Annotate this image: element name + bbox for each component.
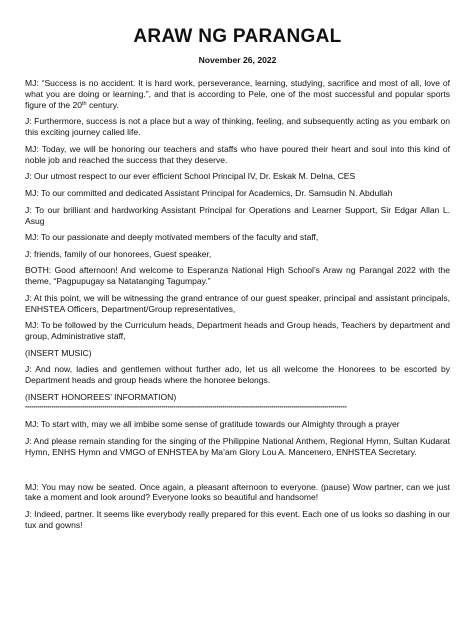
paragraph: MJ: To be followed by the Curriculum heads, Department heads and Group heads, Teachers by department and group, Administrative staff,	[25, 320, 450, 342]
section-gap	[25, 464, 450, 482]
asterisk-divider: **************************************************************************************************************************************************************	[25, 406, 347, 413]
paragraph: J: friends, family of our honorees, Guest speaker,	[25, 248, 212, 259]
paragraph: J: Indeed, partner. It seems like everybody really prepared for this event. Each one of us looks so dashing in our tux and gowns!	[25, 509, 450, 530]
paragraph: (INSERT MUSIC)	[25, 347, 92, 358]
paragraph	[25, 78, 450, 111]
paragraph: J: And now, ladies and gentlemen without further ado, let us all welcome the Honorees to be escorted by Department heads and group heads where the honoree belongs.	[25, 364, 450, 386]
paragraph: BOTH: Good afternoon! And welcome to Esperanza National High School’s Araw ng Parangal 2022 with the theme, “Pagpupugay sa Natatanging Tagumpay.”	[25, 265, 450, 287]
paragraph: MJ: To our passionate and deeply motivated members of the faculty and staff,	[25, 232, 319, 243]
paragraph: MJ: To our committed and dedicated Assistant Principal for Academics, Dr. Samsudin N. Abdullah	[25, 188, 393, 198]
paragraph: J: At this point, we will be witnessing the grand entrance of our guest speaker, principal and assistant principals, ENHSTEA Officers, Department/Group representatives,	[25, 292, 450, 314]
paragraph: J: And please remain standing for the singing of the Philippine National Anthem, Regional Hymn, Sultan Kudarat Hymn, ENHS Hymn and VMGO of ENHSTEA by Ma’am Glory Lou A. Mancenero, ENHSTEA Secretary.	[25, 436, 450, 457]
document-date: November 26, 2022	[198, 55, 277, 65]
paragraph: J: Our utmost respect to our ever efficient School Principal IV, Dr. Eskak M. Delna, CES	[25, 171, 356, 182]
document-title: ARAW NG PARANGAL	[133, 26, 342, 47]
paragraph: MJ: You may now be seated. Once again, a pleasant afternoon to everyone. (pause) Wow partner, can we just take a moment and look around? Everyone looks so beautiful and handsome!	[25, 481, 450, 503]
paragraph-text: MJ: “Success is no accident. It is hard work, perseverance, learning, studying, sacrifice and most of all, love of what you are doing or learning.”, and that is according to Pele, one of the most successful and popular sports figure of the 20	[25, 78, 450, 110]
paragraph: (INSERT HONOREES’ INFORMATION)	[25, 391, 177, 402]
paragraph-text: century.	[86, 99, 119, 110]
document-body	[25, 78, 450, 531]
paragraph: MJ: To start with, may we all imbibe some sense of gratitude towards our Almighty through a prayer	[25, 419, 400, 430]
paragraph: J: Furthermore, success is not a place but a way of thinking, feeling, and subsequently acting as you embark on this exciting journey called life.	[25, 116, 450, 138]
superscript: th	[82, 100, 87, 107]
paragraph: J: To our brilliant and hardworking Assistant Principal for Operations and Learner Support, Sir Edgar Allan L. Asug	[25, 204, 450, 226]
paragraph: MJ: Today, we will be honoring our teachers and staffs who have poured their heart and soul into this kind of noble job and reached the success that they deserve.	[25, 143, 450, 165]
